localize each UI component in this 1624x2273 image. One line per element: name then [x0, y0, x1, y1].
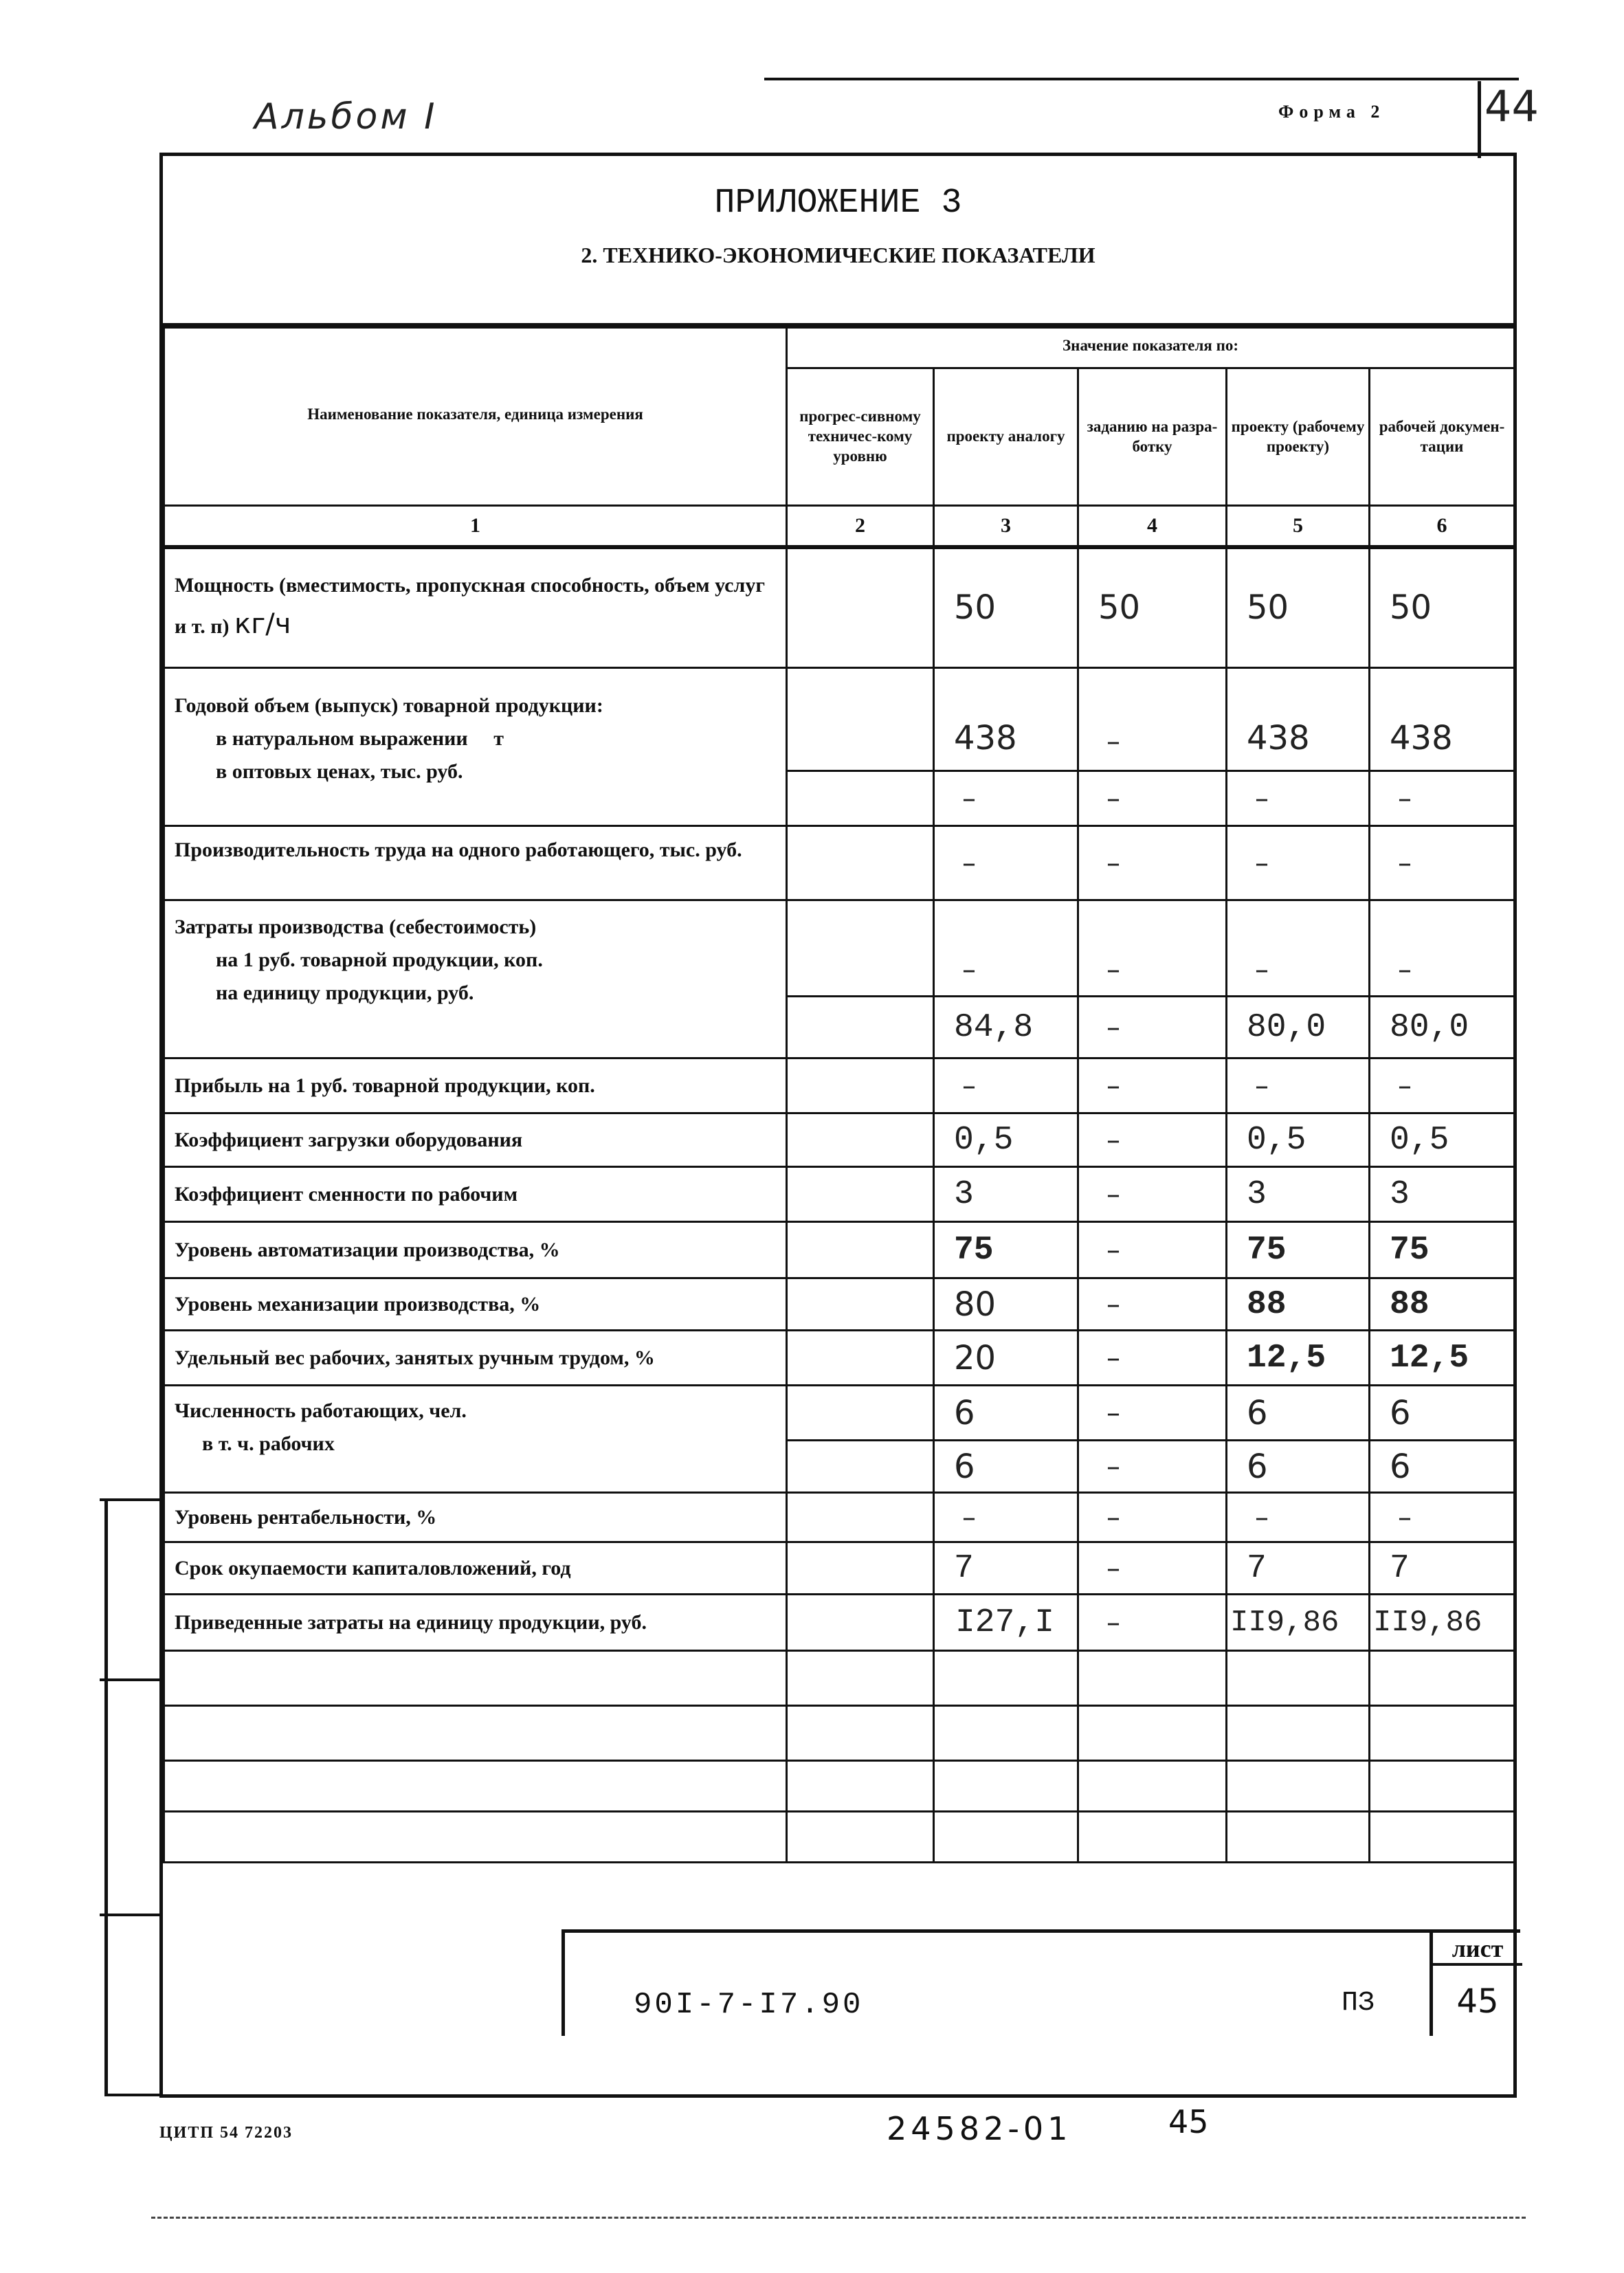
cell — [787, 547, 934, 668]
col-header-analog: проекту аналогу — [934, 368, 1078, 506]
row-name: Прибыль на 1 руб. товарной продукции, коп. — [164, 1058, 787, 1113]
cell: 80,0 — [1227, 997, 1370, 1058]
table-row — [164, 826, 1515, 900]
cell: – — [1370, 771, 1515, 826]
cell: – — [934, 1058, 1078, 1113]
cell: – — [1078, 1595, 1227, 1651]
cell: 3 — [1227, 1167, 1370, 1222]
cell: 50 — [934, 547, 1078, 668]
cell: 88 — [1227, 1278, 1370, 1331]
col-group-header: Значение показателя по: — [787, 324, 1515, 368]
table-row — [164, 1222, 1515, 1278]
table-row — [164, 668, 1515, 771]
cell: 6 — [1227, 1441, 1370, 1493]
cell: 50 — [1227, 547, 1370, 668]
table-row — [164, 1113, 1515, 1167]
cell: 0,5 — [1227, 1113, 1370, 1167]
table-row — [164, 1278, 1515, 1331]
cell: 88 — [1370, 1278, 1515, 1331]
footer-archive-code: 24582-01 — [887, 2110, 1072, 2147]
col-header-project: проекту (рабочему проекту) — [1227, 368, 1370, 506]
cell: I27,I — [934, 1595, 1078, 1651]
forma-label: Форма 2 — [1278, 102, 1386, 122]
empty-row — [164, 1761, 1515, 1812]
header-block — [163, 156, 1513, 329]
indicators-table — [163, 323, 1515, 1863]
cell — [787, 900, 934, 997]
cell: – — [934, 900, 1078, 997]
strip-divider — [104, 2094, 163, 2096]
col-number: 1 — [164, 506, 787, 547]
row-subname: на 1 руб. товарной продукции, коп. — [216, 949, 543, 971]
appendix-title: ПРИЛОЖЕНИЕ 3 — [714, 184, 962, 223]
cell: – — [1370, 1058, 1515, 1113]
cell: – — [1078, 1331, 1227, 1386]
table-row — [164, 1167, 1515, 1222]
cell: 75 — [1227, 1222, 1370, 1278]
left-binding-strip — [104, 1498, 163, 2096]
cell: – — [1227, 1058, 1370, 1113]
table-row — [164, 1331, 1515, 1386]
row-unit: т — [493, 727, 504, 750]
row-name — [164, 547, 787, 668]
row-name: Производительность труда на одного работающего, тыс. руб. — [164, 826, 787, 900]
cell — [787, 1167, 934, 1222]
cell — [787, 668, 934, 771]
cell: 12,5 — [1227, 1331, 1370, 1386]
list-label: лист — [1433, 1934, 1522, 1966]
cell — [787, 1595, 934, 1651]
table-row — [164, 1595, 1515, 1651]
cell: 7 — [1370, 1542, 1515, 1595]
cell: 438 — [1227, 668, 1370, 771]
cell: 438 — [934, 668, 1078, 771]
table-row — [164, 900, 1515, 997]
cell: – — [1227, 900, 1370, 997]
cell: – — [1370, 826, 1515, 900]
cell: 6 — [1370, 1441, 1515, 1493]
top-rule — [764, 78, 1519, 80]
table-row — [164, 547, 1515, 668]
row-name: Уровень автоматизации производства, % — [164, 1222, 787, 1278]
cell: – — [934, 1493, 1078, 1542]
album-label: Альбом I — [254, 96, 438, 137]
cell: 6 — [1370, 1386, 1515, 1441]
col-header-progressive: прогрес-сивному техничес-кому уровню — [787, 368, 934, 506]
col-number: 2 — [787, 506, 934, 547]
cell: 3 — [1370, 1167, 1515, 1222]
sheet-number: 44 — [1484, 81, 1539, 131]
cell: 6 — [934, 1386, 1078, 1441]
row-subname: на единицу продукции, руб. — [216, 982, 474, 1004]
cell: II9,86 — [1370, 1595, 1515, 1651]
cell: – — [1227, 1493, 1370, 1542]
title-block — [561, 1929, 1520, 2036]
col-number: 5 — [1227, 506, 1370, 547]
row-subname: в оптовых ценах, тыс. руб. — [216, 760, 463, 783]
table-row — [164, 1542, 1515, 1595]
table-row — [164, 1386, 1515, 1441]
cell: – — [1078, 1058, 1227, 1113]
row-subname: в натуральном выражении — [216, 727, 468, 750]
cell — [787, 997, 934, 1058]
cell: – — [1078, 1441, 1227, 1493]
bottom-rule — [151, 2217, 1526, 2219]
row-name: Коэффициент загрузки оборудования — [164, 1113, 787, 1167]
cell: – — [1078, 668, 1227, 771]
cell: 6 — [1227, 1386, 1370, 1441]
cell — [787, 771, 934, 826]
cell: 7 — [934, 1542, 1078, 1595]
cell — [787, 1113, 934, 1167]
row-name-text: Затраты производства (себестоимость) — [175, 916, 537, 938]
cell: 75 — [934, 1222, 1078, 1278]
row-name: Коэффициент сменности по рабочим — [164, 1167, 787, 1222]
list-number: 45 — [1456, 1982, 1499, 2021]
row-name-text: Численность работающих, чел. — [175, 1399, 467, 1422]
cell — [787, 1331, 934, 1386]
cell: 0,5 — [1370, 1113, 1515, 1167]
row-name: Уровень рентабельности, % — [164, 1493, 787, 1542]
row-name: Удельный вес рабочих, занятых ручным трудом, % — [164, 1331, 787, 1386]
row-name: Срок окупаемости капиталовложений, год — [164, 1542, 787, 1595]
cell: 6 — [934, 1441, 1078, 1493]
cell: 75 — [1370, 1222, 1515, 1278]
row-subname: в т. ч. рабочих — [202, 1432, 335, 1455]
row-name — [164, 1386, 787, 1493]
row-name-text: Годовой объем (выпуск) товарной продукции: — [175, 694, 603, 717]
row-unit: кг/ч — [234, 608, 291, 641]
cell — [787, 1493, 934, 1542]
cell — [787, 1058, 934, 1113]
cell: – — [934, 771, 1078, 826]
cell: 84,8 — [934, 997, 1078, 1058]
cell — [787, 1441, 934, 1493]
form-frame — [159, 153, 1517, 2098]
cell: – — [1227, 826, 1370, 900]
cell: 3 — [934, 1167, 1078, 1222]
col-header-assignment: заданию на разра-ботку — [1078, 368, 1227, 506]
row-name: Приведенные затраты на единицу продукции, руб. — [164, 1595, 787, 1651]
cell: – — [1078, 1222, 1227, 1278]
col-header-working-docs: рабочей докумен-тации — [1370, 368, 1515, 506]
cell — [787, 1542, 934, 1595]
cell: 438 — [1370, 668, 1515, 771]
strip-divider — [100, 1498, 163, 1501]
cell: – — [1078, 1167, 1227, 1222]
section-code: ПЗ — [1342, 1988, 1375, 2019]
cell: 50 — [1078, 547, 1227, 668]
section-title: 2. ТЕХНИКО-ЭКОНОМИЧЕСКИЕ ПОКАЗАТЕЛИ — [581, 243, 1095, 267]
cell: – — [1227, 771, 1370, 826]
cell: 7 — [1227, 1542, 1370, 1595]
cell: – — [1078, 997, 1227, 1058]
cell: 12,5 — [1370, 1331, 1515, 1386]
footer-page-number: 45 — [1168, 2103, 1209, 2140]
cell: – — [1078, 1542, 1227, 1595]
cell: – — [1370, 900, 1515, 997]
column-number-row — [164, 506, 1515, 547]
cell — [787, 1222, 934, 1278]
cell: II9,86 — [1227, 1595, 1370, 1651]
col-name-header: Наименование показателя, единица измерения — [164, 324, 787, 506]
empty-row — [164, 1706, 1515, 1761]
cell: – — [1370, 1493, 1515, 1542]
footer-org: ЦИТП 54 72203 — [159, 2124, 293, 2142]
row-name — [164, 900, 787, 1058]
doc-code: 90I-7-I7.90 — [634, 1988, 864, 2022]
table-row — [164, 1058, 1515, 1113]
col-number: 3 — [934, 506, 1078, 547]
list-cell — [1430, 1933, 1522, 2036]
row-name-text: Мощность (вместимость, пропускная способность, объем услуг и т. п) — [175, 574, 765, 639]
cell: – — [1078, 771, 1227, 826]
cell: – — [1078, 1113, 1227, 1167]
cell: – — [1078, 1278, 1227, 1331]
col-number: 4 — [1078, 506, 1227, 547]
table-header-row — [164, 324, 1515, 368]
table-row — [164, 1493, 1515, 1542]
cell: – — [1078, 1386, 1227, 1441]
strip-divider — [100, 1678, 163, 1681]
empty-row — [164, 1812, 1515, 1863]
strip-divider — [100, 1914, 163, 1916]
empty-row — [164, 1651, 1515, 1706]
row-name: Уровень механизации производства, % — [164, 1278, 787, 1331]
cell: 20 — [934, 1331, 1078, 1386]
cell: – — [934, 826, 1078, 900]
cell: – — [1078, 1493, 1227, 1542]
row-name — [164, 668, 787, 826]
cell: 50 — [1370, 547, 1515, 668]
cell: 80 — [934, 1278, 1078, 1331]
cell: 80,0 — [1370, 997, 1515, 1058]
cell — [787, 1386, 934, 1441]
cell: – — [1078, 900, 1227, 997]
cell — [787, 1278, 934, 1331]
cell: 0,5 — [934, 1113, 1078, 1167]
col-number: 6 — [1370, 506, 1515, 547]
sheet-num-divider — [1478, 81, 1481, 158]
cell — [787, 826, 934, 900]
cell: – — [1078, 826, 1227, 900]
